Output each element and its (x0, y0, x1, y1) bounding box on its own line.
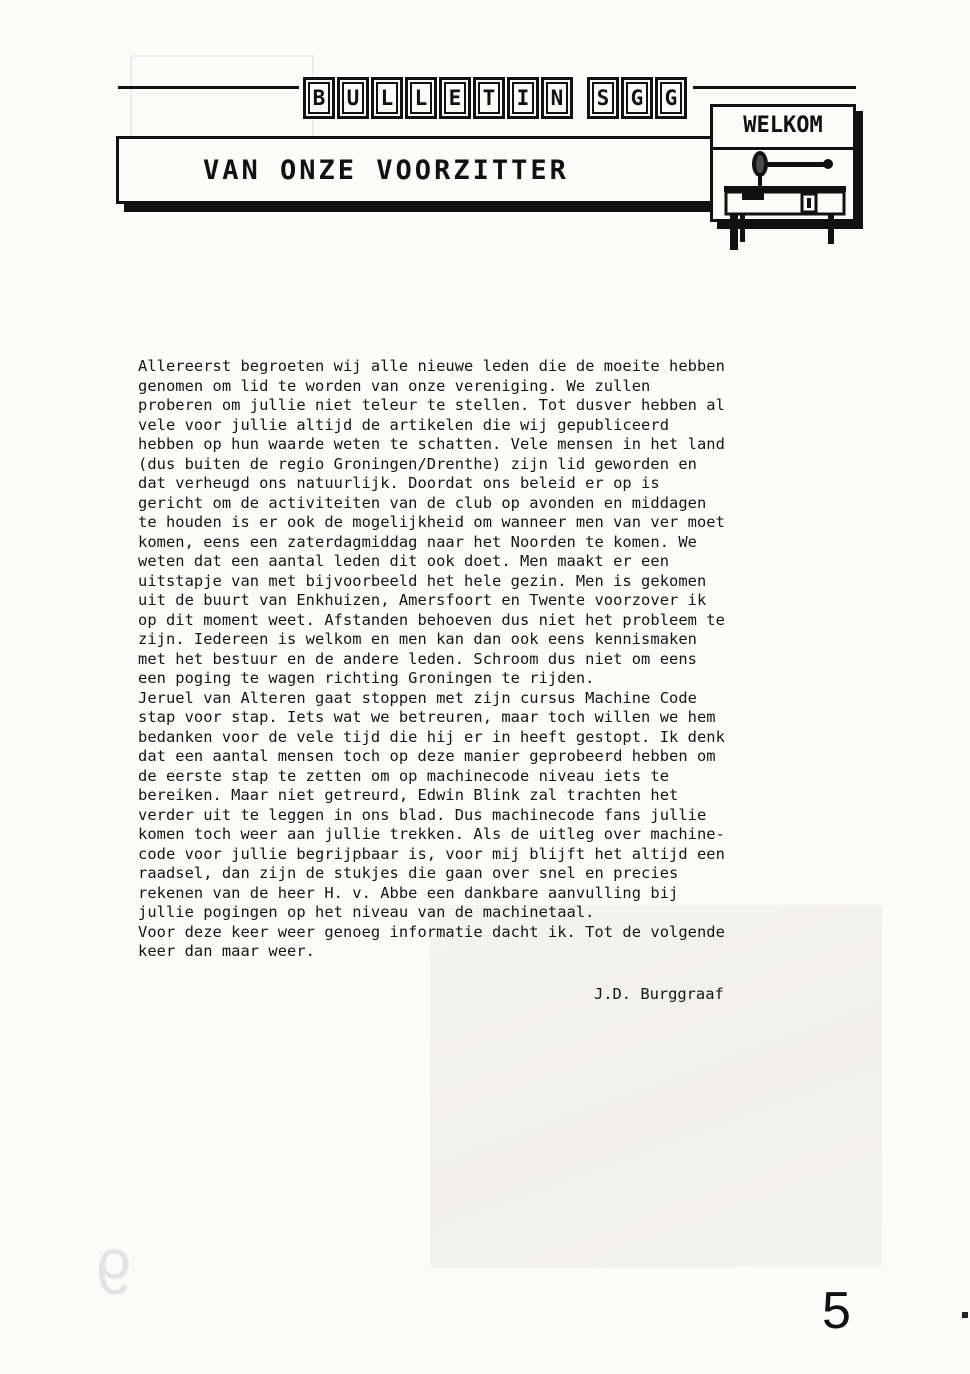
text-line: keer dan maar weer. (138, 942, 316, 960)
text-line: op dit moment weet. Afstanden behoeven dus niet het probleem te (138, 610, 725, 629)
bleed-through-page-number: 9 (96, 1236, 132, 1308)
banner-letter: G (655, 77, 687, 119)
text-line: bedanken voor de vele tijd die hij er in heeft gestopt. Ik denk (138, 727, 725, 746)
banner-letter: U (337, 77, 369, 119)
text-line: dat een aantal mensen toch op deze manier geprobeerd hebben om (138, 747, 716, 765)
welkom-label: WELKOM (743, 113, 823, 138)
banner-letter: N (541, 77, 573, 119)
text-line: te houden is er ook de mogelijkheid om wanneer men van ver moet (138, 513, 725, 531)
text-line: jullie pogingen op het niveau van de machinetaal. (138, 903, 595, 921)
page-number: 5 (822, 1282, 851, 1340)
banner-letter: G (621, 77, 653, 119)
text-line: raadsel, dan zijn de stukjes die gaan over snel en precies (138, 864, 679, 882)
desk-microphone-icon (716, 146, 856, 262)
text-line: Voor deze keer weer genoeg informatie dacht ik. Tot de volgende (138, 922, 725, 941)
text-line: Allereerst begroeten wij alle nieuwe leden die de moeite hebben (138, 357, 725, 375)
article-body (138, 357, 883, 962)
text-line: de eerste stap te zetten om op machinecode niveau iets te (138, 766, 670, 785)
bulletin-banner (299, 76, 693, 120)
text-line: dat verheugd ons natuurlijk. Doordat ons beleid er op is (138, 474, 660, 492)
banner-letter: L (371, 77, 403, 119)
title-box (116, 136, 716, 204)
page-title: VAN ONZE VOORZITTER (203, 154, 569, 186)
banner-letter: B (303, 77, 335, 119)
text-line: vele voor jullie altijd de artikelen die wij gepubliceerd (138, 415, 670, 434)
text-line: weten dat een aantal leden dit ook doet. Men maakt er een (138, 552, 670, 570)
signature: J.D. Burggraaf (594, 985, 724, 1003)
text-line: stap voor stap. Iets wat we betreuren, maar toch willen we hem (138, 708, 716, 726)
banner-letter: T (473, 77, 505, 119)
text-line: uit de buurt van Enkhuizen, Amersfoort en Twente voorzover ik (138, 591, 707, 609)
text-line: zijn. Iedereen is welkom en men kan dan ook eens kennismaken (138, 630, 697, 648)
text-line: gericht om de activiteiten van de club op avonden en middagen (138, 493, 707, 512)
text-line: rekenen van de heer H. v. Abbe een dankbare aanvulling bij (138, 883, 679, 902)
text-line: komen toch weer aan jullie trekken. Als de uitleg over machine- (138, 825, 725, 843)
banner-letter: I (507, 77, 539, 119)
text-line: met het bestuur en de andere leden. Schroom dus niet om eens (138, 649, 697, 668)
text-line: code voor jullie begrijpbaar is, voor mij blijft het altijd een (138, 844, 725, 863)
text-line: een poging te wagen richting Groningen te rijden. (138, 669, 595, 687)
edge-mark (962, 1312, 968, 1318)
text-line: hebben op hun waarde weten te schatten. Vele mensen in het land (138, 435, 725, 453)
text-line: proberen om jullie niet teleur te stellen. Tot dusver hebben al (138, 396, 725, 414)
text-line: bereiken. Maar niet getreurd, Edwin Blink zal trachten het (138, 786, 679, 804)
text-line: komen, eens een zaterdagmiddag naar het Noorden te komen. We (138, 532, 697, 551)
text-line: (dus buiten de regio Groningen/Drenthe) zijn lid geworden en (138, 454, 697, 473)
text-line: Jeruel van Alteren gaat stoppen met zijn cursus Machine Code (138, 688, 697, 707)
text-line: uitstapje van met bijvoorbeeld het hele gezin. Men is gekomen (138, 571, 707, 590)
banner-letter: S (587, 77, 619, 119)
banner-letter: E (439, 77, 471, 119)
text-line: verder uit te leggen in ons blad. Dus machinecode fans jullie (138, 805, 707, 824)
banner-letter: L (405, 77, 437, 119)
text-line: genomen om lid te worden van onze vereniging. We zullen (138, 376, 651, 395)
